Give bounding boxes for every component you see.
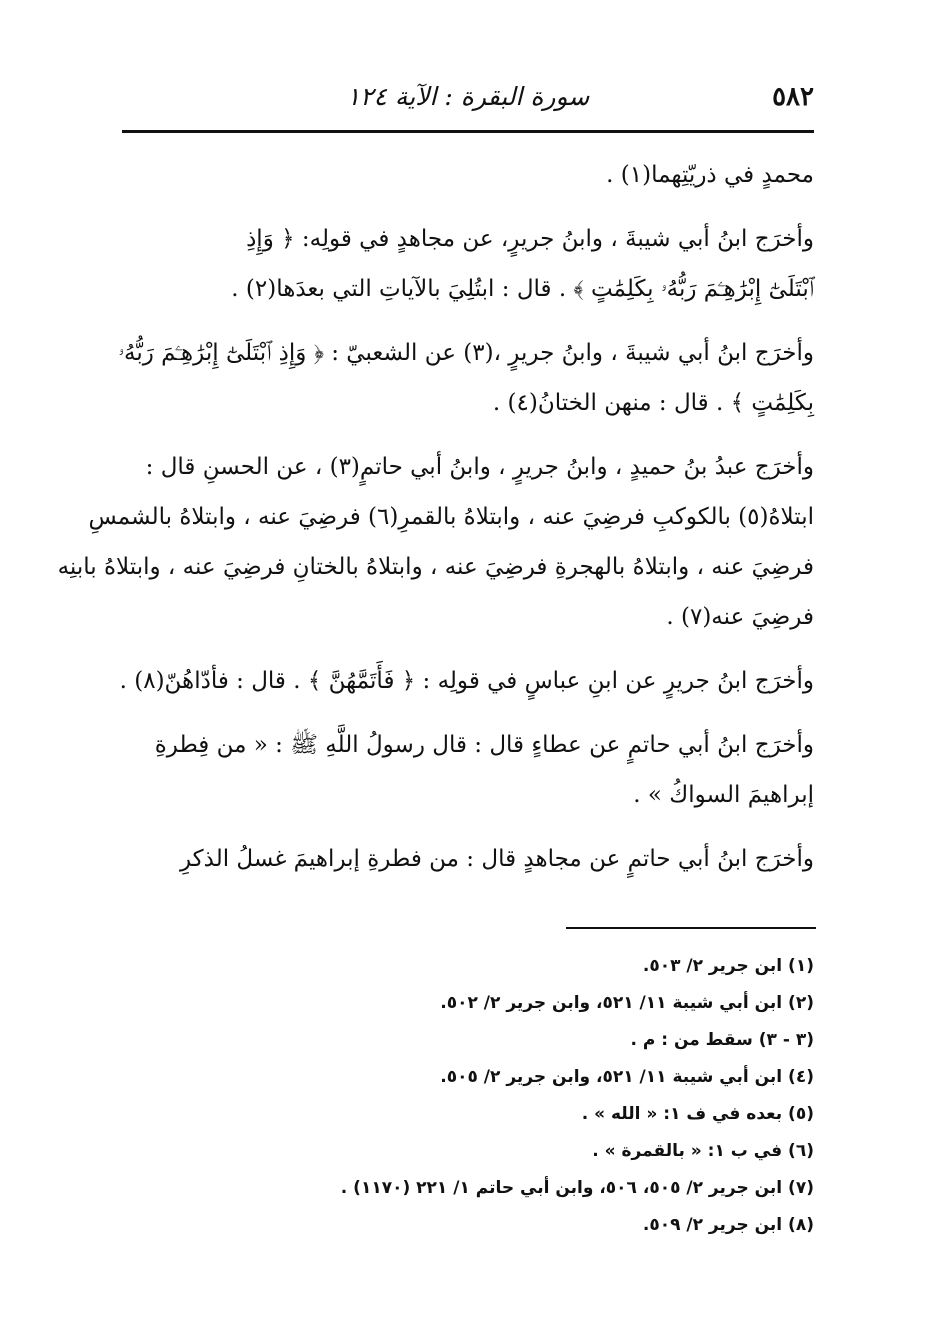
text-line: وأخرَج ابنُ جريرٍ عن ابنِ عباسٍ في قولِه : ﴿ فَأَتَمَّهُنَّ ﴾ . قال : فأدّاهُنّ(٨) . [119,668,814,694]
text-line: وأخرَج ابنُ أبي شيبةَ ، وابنُ جريرٍ ،(٣) عن الشعبيّ : ﴿ وَإِذِ ٱبْتَلَىٰٓ إِبْرَٰهِـۧمَ رَبُّهُۥ [118,340,814,366]
text-line: فرضِيَ عنه ، وابتلاهُ بالهجرةِ فرضِيَ عنه ، وابتلاهُ بالختانِ فرضِيَ عنه ، وابتلاهُ بابنِه [57,554,814,580]
paragraph [118,328,814,428]
footnote-6: (٦) في ب ١: « بالقمرة » . [592,1141,814,1161]
footnote-4: (٤) ابن أبي شيبة ١١/ ٥٢١، وابن جرير ٢/ ٥٠٥. [440,1067,814,1087]
header-divider [122,130,814,133]
page-number: ٥٨٢ [772,82,814,112]
text-line: وأخرَج ابنُ أبي حاتمٍ عن عطاءٍ قال : قال رسولُ اللَّهِ ﷺ : « من فِطرةِ [154,732,814,758]
paragraph [119,656,814,706]
paragraph [122,834,814,884]
paragraph [122,214,814,314]
paragraph [122,720,814,820]
main-text [57,150,814,898]
paragraph [57,442,814,642]
text-line: إبراهيمَ السواكُ » . [633,782,814,808]
text-line: وأخرَج ابنُ أبي حاتمٍ عن مجاهدٍ قال : من فطرةِ إبراهيمَ غسلُ الذكرِ [179,846,814,872]
footnote-1: (١) ابن جرير ٢/ ٥٠٣. [642,956,814,976]
paragraph [122,150,814,200]
footnotes [122,948,814,1244]
footnote-7: (٧) ابن جرير ٢/ ٥٠٥، ٥٠٦، وابن أبي حاتم ١/ ٢٢١ (١١٧٠) . [340,1178,814,1198]
footnote-divider [566,927,816,929]
footnote-8: (٨) ابن جرير ٢/ ٥٠٩. [642,1215,814,1235]
page-header [122,78,814,124]
text-line: بِكَلِمَٰتٍ ﴾ . قال : منهن الختانُ(٤) . [492,390,814,416]
text-line: وأخرَج ابنُ أبي شيبةَ ، وابنُ جريرٍ، عن مجاهدٍ في قولِه: ﴿ وَإِذِ [246,226,814,252]
text-line: وأخرَج عبدُ بنُ حميدٍ ، وابنُ جريرٍ ، وابنُ أبي حاتمٍ(٣) ، عن الحسنِ قال : [145,454,814,480]
running-title: سورة البقرة : الآية ١٢٤ [346,82,590,111]
footnote-3: (٣ - ٣) سقط من : م . [630,1030,814,1050]
footnote-5: (٥) بعده في ف ١: « الله » . [581,1104,814,1124]
text-line: ٱبْتَلَىٰٓ إِبْرَٰهِـۧمَ رَبُّهُۥ بِكَلِمَٰتٍ ﴾ . قال : ابتُلِيَ بالآياتِ التي بعدَها(٢) . [231,276,814,302]
text-line: ابتلاهُ(٥) بالكوكبِ فرضِيَ عنه ، وابتلاهُ بالقمرِ(٦) فرضِيَ عنه ، وابتلاهُ بالشمسِ [88,504,814,530]
text-line: فرضِيَ عنه(٧) . [666,604,814,630]
footnote-2: (٢) ابن أبي شيبة ١١/ ٥٢١، وابن جرير ٢/ ٥٠٢. [440,993,814,1013]
text-line: محمدٍ في ذريّتِهما(١) . [606,162,814,188]
